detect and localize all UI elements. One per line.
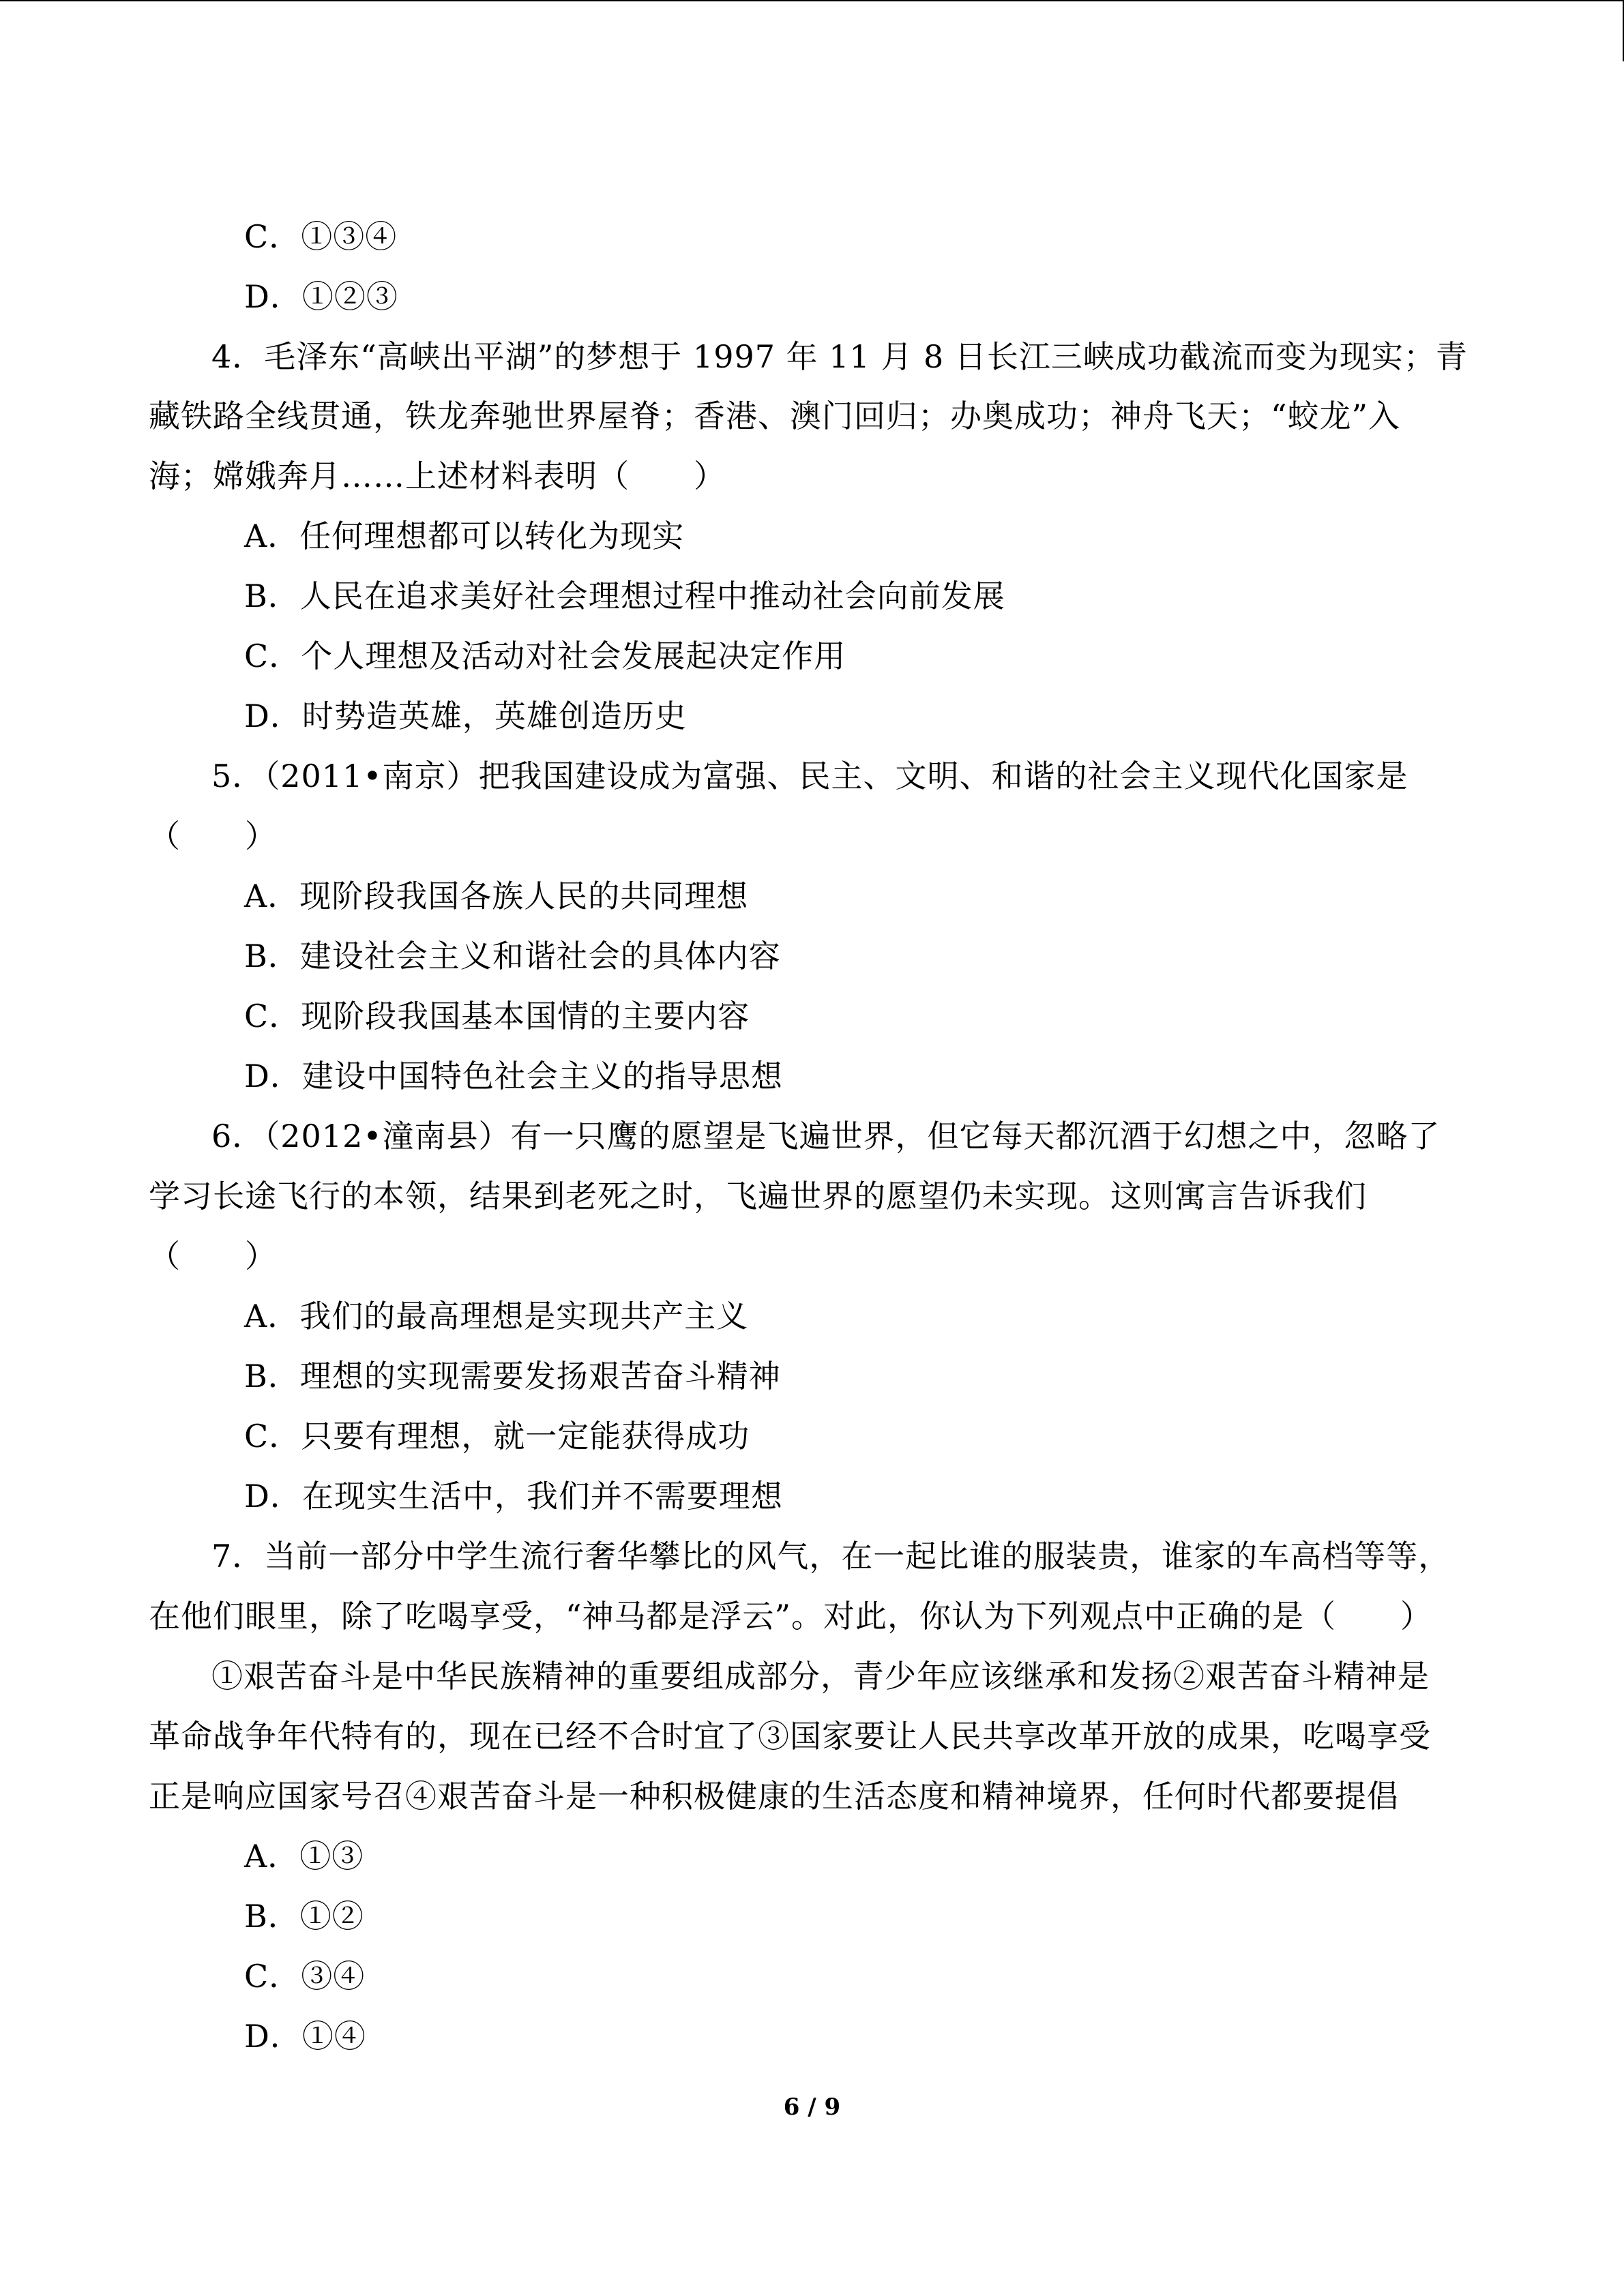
page-number: 6 / 9 (783, 2093, 841, 2121)
q6-stem-line-2: 学习长途飞行的本领，结果到老死之时，飞遍世界的愿望仍未实现。这则寓言告诉我们 (149, 1178, 1367, 1214)
q6-option-d: D．在现实生活中，我们并不需要理想 (244, 1478, 783, 1515)
q5-option-b: B．建设社会主义和谐社会的具体内容 (244, 938, 781, 974)
q3-option-d: D．①②③ (244, 278, 398, 315)
q7-option-b: B．①② (244, 1898, 364, 1935)
q6-stem-line-3: （ ） (149, 1238, 277, 1274)
q4-option-a: A．任何理想都可以转化为现实 (244, 518, 685, 554)
q7-stem-line-1: 7．当前一部分中学生流行奢华攀比的风气，在一起比谁的服装贵，谁家的车高档等等， (211, 1538, 1451, 1575)
q5-option-a: A．现阶段我国各族人民的共同理想 (244, 878, 749, 914)
q6-option-a: A．我们的最高理想是实现共产主义 (244, 1298, 749, 1335)
q4-stem-line-2: 藏铁路全线贯通，铁龙奔驰世界屋脊；香港、澳门回归；办奥成功；神舟飞天；“蛟龙”入 (149, 398, 1401, 434)
q6-option-c: C．只要有理想，就一定能获得成功 (244, 1418, 750, 1455)
q3-option-c: C．①③④ (244, 218, 398, 255)
q7-statement-line-3: 正是响应国家号召④艰苦奋斗是一种积极健康的生活态度和精神境界，任何时代都要提倡 (149, 1778, 1399, 1815)
q4-option-b: B．人民在追求美好社会理想过程中推动社会向前发展 (244, 578, 1005, 614)
q6-option-b: B．理想的实现需要发扬艰苦奋斗精神 (244, 1358, 781, 1395)
q7-statement-line-1: ①艰苦奋斗是中华民族精神的重要组成部分，青少年应该继承和发扬②艰苦奋斗精神是 (211, 1658, 1430, 1695)
page-top-border (0, 0, 1624, 1)
q5-stem-line-1: 5．（2011•南京）把我国建设成为富强、民主、文明、和谐的社会主义现代化国家是 (211, 758, 1408, 794)
q4-option-c: C．个人理想及活动对社会发展起决定作用 (244, 638, 846, 674)
q4-option-d: D．时势造英雄，英雄创造历史 (244, 698, 687, 734)
q7-stem-line-2: 在他们眼里，除了吃喝享受，“神马都是浮云”。对此，你认为下列观点中正确的是（ ） (149, 1598, 1433, 1635)
q7-statement-line-2: 革命战争年代特有的，现在已经不合时宜了③国家要让人民共享改革开放的成果，吃喝享受 (149, 1718, 1431, 1755)
q7-option-a: A．①③ (244, 1838, 364, 1875)
q4-stem-line-3: 海；嫦娥奔月……上述材料表明（ ） (149, 458, 726, 494)
q7-option-c: C．③④ (244, 1958, 366, 1995)
q6-stem-line-1: 6．（2012•潼南县）有一只鹰的愿望是飞遍世界，但它每天都沉酒于幻想之中，忽略了 (211, 1118, 1441, 1154)
q4-stem-line-1: 4．毛泽东“高峡出平湖”的梦想于 1997 年 11 月 8 日长江三峡成功截流而变为现实；青 (211, 338, 1468, 375)
q7-option-d: D．①④ (244, 2018, 366, 2055)
q5-option-c: C．现阶段我国基本国情的主要内容 (244, 998, 750, 1034)
q5-option-d: D．建设中国特色社会主义的指导思想 (244, 1058, 783, 1094)
q5-stem-line-2: （ ） (149, 818, 277, 854)
